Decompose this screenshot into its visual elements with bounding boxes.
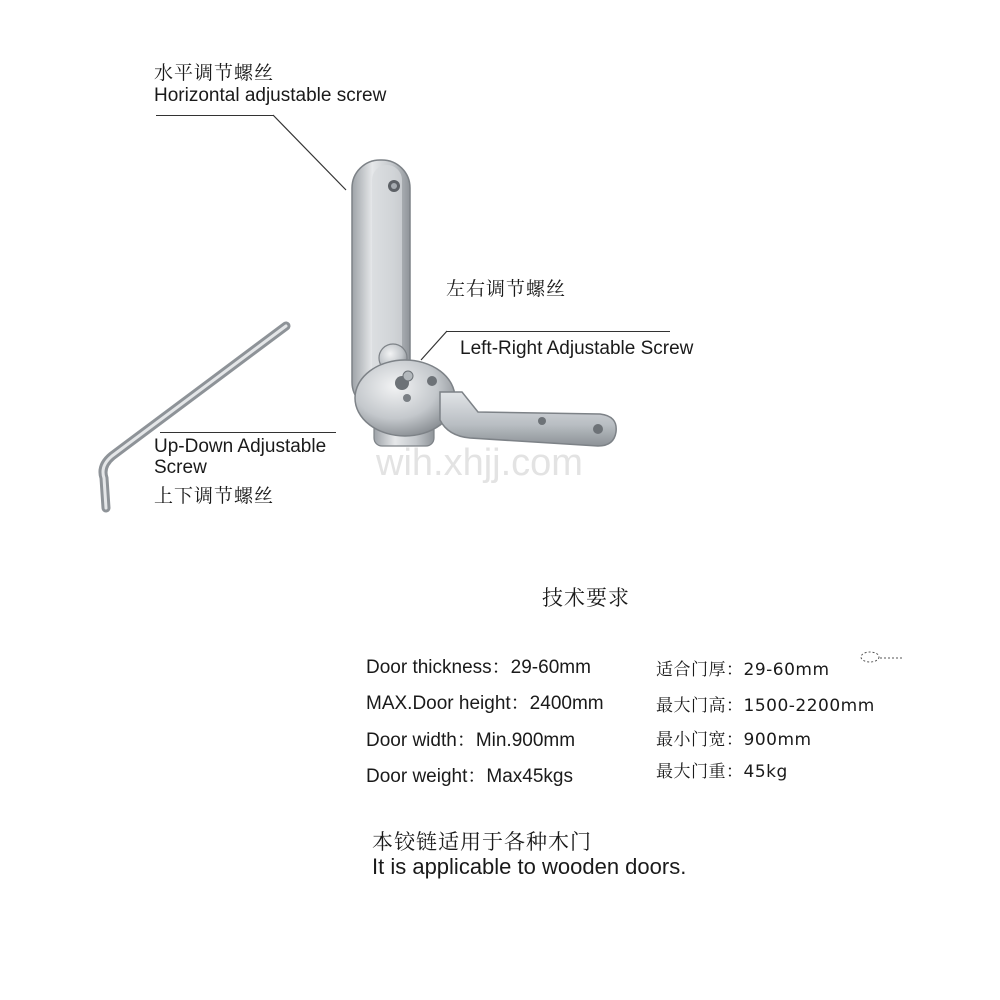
spec-row-cn: 适合门厚：29-60mm bbox=[656, 660, 830, 680]
dotted-mark-icon bbox=[858, 650, 908, 668]
hinge-horizontal-arm bbox=[440, 392, 616, 446]
spec-row-en: MAX.Door height：2400mm bbox=[366, 693, 604, 714]
up-down-screw-leader-line bbox=[160, 432, 336, 433]
spec-row-cn: 最小门宽：900mm bbox=[656, 730, 812, 750]
applicability-note-en: It is applicable to wooden doors. bbox=[372, 854, 687, 879]
applicability-note-cn: 本铰链适用于各种木门 bbox=[372, 830, 592, 854]
horizontal-screw-leader-line bbox=[156, 115, 274, 116]
left-right-screw-label-en: Left-Right Adjustable Screw bbox=[460, 338, 694, 359]
up-down-screw-label-en-1: Up-Down Adjustable bbox=[154, 436, 327, 457]
up-down-screw-label-en-2: Screw bbox=[154, 457, 207, 478]
left-right-screw-leader-diagonal bbox=[418, 329, 450, 363]
spec-row-en: Door width：Min.900mm bbox=[366, 730, 576, 751]
horizontal-screw-leader-diagonal bbox=[270, 112, 350, 194]
watermark: wih.xhjj.com bbox=[376, 442, 583, 484]
horizontal-screw-label-cn: 水平调节螺丝 bbox=[154, 62, 275, 84]
left-right-screw-label-cn: 左右调节螺丝 bbox=[446, 278, 567, 300]
specs-title: 技术要求 bbox=[542, 586, 630, 610]
spec-row-cn: 最大门高：1500-2200mm bbox=[656, 696, 875, 716]
horizontal-screw-label-en: Horizontal adjustable screw bbox=[154, 85, 387, 106]
up-down-screw-label-cn: 上下调节螺丝 bbox=[154, 485, 275, 507]
spec-row-en: Door weight：Max45kgs bbox=[366, 766, 573, 787]
spec-row-en: Door thickness：29-60mm bbox=[366, 657, 591, 678]
spec-row-cn: 最大门重：45kg bbox=[656, 762, 788, 782]
left-right-screw-leader-line bbox=[446, 331, 670, 332]
